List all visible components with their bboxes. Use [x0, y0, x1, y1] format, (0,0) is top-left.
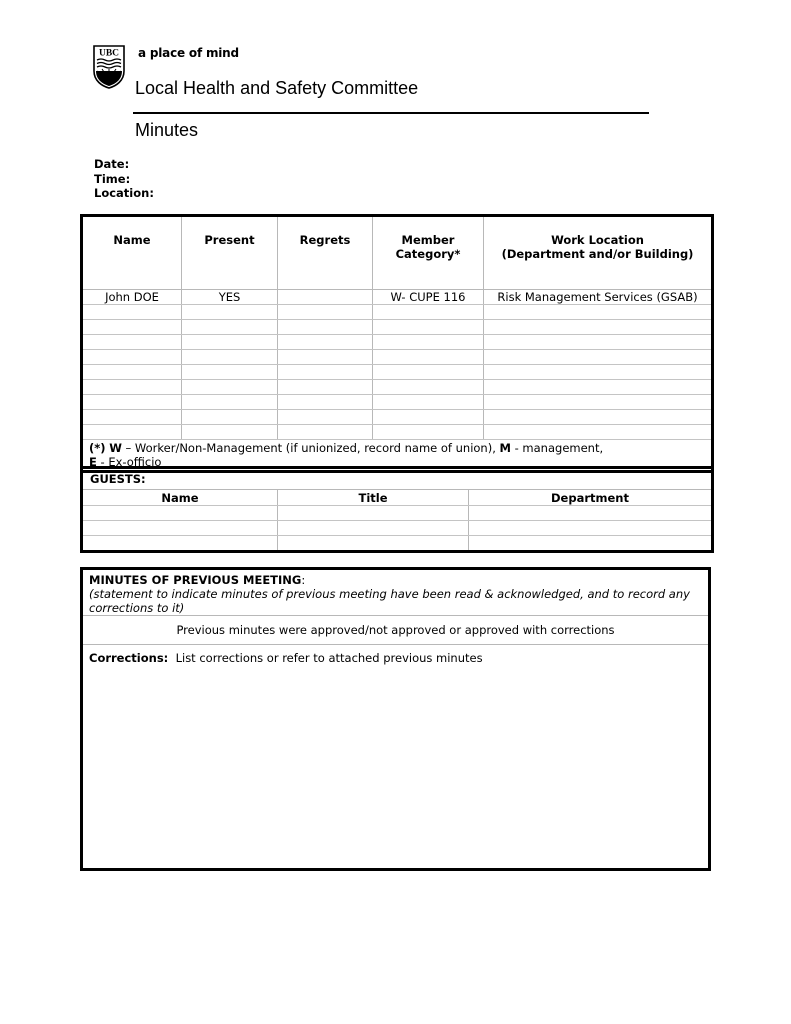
header-line: Category*	[395, 247, 461, 261]
member-category-cell[interactable]	[373, 395, 484, 410]
column-header-guest-name: Name	[82, 490, 278, 506]
column-header-work-location	[484, 216, 713, 290]
committee-title: Local Health and Safety Committee	[135, 78, 419, 98]
corrections-label: Corrections:	[89, 651, 169, 665]
member-name-cell[interactable]	[82, 365, 182, 380]
date-label: Date:	[94, 157, 130, 171]
member-work-location-cell[interactable]	[484, 365, 713, 380]
member-present-cell[interactable]	[182, 425, 278, 440]
member-work-location-cell[interactable]	[484, 410, 713, 425]
column-header-regrets: Regrets	[278, 216, 373, 290]
member-category-cell[interactable]	[373, 350, 484, 365]
guest-department-cell[interactable]	[469, 521, 713, 536]
column-header-guest-department: Department	[469, 490, 713, 506]
guest-department-cell[interactable]	[469, 536, 713, 552]
table-row	[82, 305, 713, 320]
footnote-key-e: E	[89, 455, 97, 469]
table-row	[82, 425, 713, 440]
member-regrets-cell[interactable]	[278, 365, 373, 380]
footnote-text-m: - management,	[510, 441, 604, 455]
guests-title: GUESTS:	[82, 468, 713, 490]
header-line: (Department and/or Building)	[501, 247, 694, 261]
member-present-cell[interactable]	[182, 335, 278, 350]
member-regrets-cell[interactable]	[278, 425, 373, 440]
footnote-key-w: W	[109, 441, 122, 455]
members-header-row	[82, 216, 713, 290]
header-divider	[133, 112, 649, 114]
member-work-location-cell[interactable]	[484, 335, 713, 350]
member-category-cell[interactable]	[373, 380, 484, 395]
corrections-text[interactable]: List corrections or refer to attached previous minutes	[175, 651, 483, 665]
member-present-cell[interactable]	[182, 305, 278, 320]
meeting-info	[94, 157, 154, 201]
approval-status[interactable]: Previous minutes were approved/not approved or approved with corrections	[83, 616, 708, 645]
footnote-text-w: – Worker/Non-Management (if unionized, record name of union),	[121, 441, 500, 455]
member-work-location-cell[interactable]	[484, 320, 713, 335]
member-category-cell[interactable]	[373, 305, 484, 320]
ubc-crest-icon	[92, 45, 126, 89]
table-row	[82, 506, 713, 521]
column-header-name: Name	[82, 216, 182, 290]
corrections-field[interactable]	[83, 645, 708, 671]
member-category-cell[interactable]: W- CUPE 116	[373, 290, 484, 305]
date-field[interactable]	[94, 157, 154, 172]
guests-header-row	[82, 490, 713, 506]
member-work-location-cell[interactable]	[484, 350, 713, 365]
previous-minutes-heading: MINUTES OF PREVIOUS MEETING	[89, 573, 302, 587]
member-work-location-cell[interactable]	[484, 380, 713, 395]
member-work-location-cell[interactable]: Risk Management Services (GSAB)	[484, 290, 713, 305]
member-work-location-cell[interactable]	[484, 425, 713, 440]
svg-text:UBC: UBC	[98, 48, 120, 59]
table-row	[82, 410, 713, 425]
member-work-location-cell[interactable]	[484, 305, 713, 320]
table-row	[82, 395, 713, 410]
guests-table	[80, 466, 714, 553]
member-present-cell[interactable]	[182, 395, 278, 410]
previous-minutes-header	[83, 570, 708, 616]
footnote-key-m: M	[499, 441, 511, 455]
member-present-cell[interactable]	[182, 410, 278, 425]
guest-name-cell[interactable]	[82, 536, 278, 552]
table-row	[82, 320, 713, 335]
guest-title-cell[interactable]	[278, 536, 469, 552]
member-regrets-cell[interactable]	[278, 380, 373, 395]
table-row	[82, 380, 713, 395]
table-row	[82, 335, 713, 350]
document-title: Minutes	[135, 120, 199, 140]
member-category-cell[interactable]	[373, 425, 484, 440]
member-work-location-cell[interactable]	[484, 395, 713, 410]
footnote-text-e: - Ex-officio	[96, 455, 162, 469]
member-regrets-cell[interactable]	[278, 335, 373, 350]
member-regrets-cell[interactable]	[278, 410, 373, 425]
member-name-cell[interactable]	[82, 395, 182, 410]
member-name-cell[interactable]	[82, 425, 182, 440]
member-category-cell[interactable]	[373, 335, 484, 350]
column-header-guest-title: Title	[278, 490, 469, 506]
guest-title-cell[interactable]	[278, 506, 469, 521]
member-present-cell[interactable]	[182, 350, 278, 365]
table-row	[82, 365, 713, 380]
ubc-logo	[92, 45, 126, 89]
time-field[interactable]	[94, 172, 154, 187]
member-regrets-cell[interactable]	[278, 350, 373, 365]
time-label: Time:	[94, 171, 131, 186]
footnote-marker: (*)	[89, 441, 106, 455]
member-present-cell[interactable]	[182, 380, 278, 395]
guest-name-cell[interactable]	[82, 506, 278, 521]
member-present-cell[interactable]: YES	[182, 290, 278, 305]
member-category-cell[interactable]	[373, 410, 484, 425]
member-regrets-cell[interactable]	[278, 320, 373, 335]
member-category-cell[interactable]	[373, 365, 484, 380]
member-name-cell[interactable]	[82, 350, 182, 365]
location-field[interactable]	[94, 186, 154, 201]
previous-minutes-section	[80, 567, 711, 871]
header-line: Work Location	[551, 233, 644, 247]
heading-colon: :	[301, 573, 306, 587]
member-name-cell[interactable]	[82, 380, 182, 395]
column-header-member-category	[373, 216, 484, 290]
guest-department-cell[interactable]	[469, 506, 713, 521]
member-name-cell[interactable]: John DOE	[82, 290, 182, 305]
member-name-cell[interactable]	[82, 305, 182, 320]
tagline: a place of mind	[138, 46, 239, 60]
member-regrets-cell[interactable]	[278, 395, 373, 410]
member-present-cell[interactable]	[182, 320, 278, 335]
member-name-cell[interactable]	[82, 410, 182, 425]
guests-title-row	[82, 468, 713, 490]
member-regrets-cell[interactable]	[278, 305, 373, 320]
member-name-cell[interactable]	[82, 320, 182, 335]
guest-name-cell[interactable]	[82, 521, 278, 536]
table-row	[82, 350, 713, 365]
guest-title-cell[interactable]	[278, 521, 469, 536]
header-line: Member	[401, 233, 455, 247]
previous-minutes-instruction: (statement to indicate minutes of previous meeting have been read & acknowledged, and to record any corrections to it)	[89, 587, 690, 615]
member-regrets-cell[interactable]	[278, 290, 373, 305]
members-table	[80, 214, 714, 473]
table-row	[82, 536, 713, 552]
member-present-cell[interactable]	[182, 365, 278, 380]
member-category-cell[interactable]	[373, 320, 484, 335]
column-header-present: Present	[182, 216, 278, 290]
table-row	[82, 521, 713, 536]
table-row	[82, 290, 713, 305]
location-label: Location:	[94, 186, 154, 200]
member-name-cell[interactable]	[82, 335, 182, 350]
